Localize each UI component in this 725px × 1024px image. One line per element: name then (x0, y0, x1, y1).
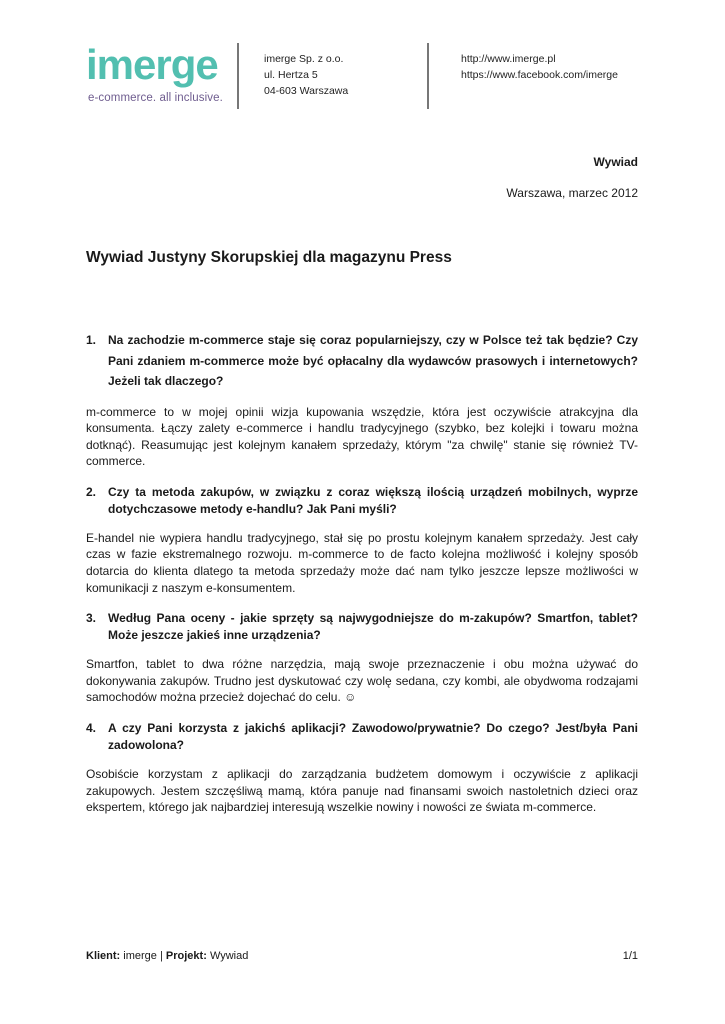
page-footer (86, 950, 638, 962)
place-date: Warszawa, marzec 2012 (506, 186, 638, 200)
facebook-link[interactable]: https://www.facebook.com/imerge (461, 69, 618, 81)
question-text: Na zachodzie m-commerce staje się coraz popularniejszy, czy w Polsce też tak będzie? Czy Pani zdaniem m-commerce może być opłacalny dla wydawców prasowych i internetowych? Jeżeli tak dlaczego? (108, 333, 638, 388)
question-number: 1. (86, 333, 97, 347)
question-2 (86, 484, 638, 518)
answer-1: m-commerce to w mojej opinii wizja kupowania wszędzie, która jest oczywiście atrakcyjna dla konsumenta. Łączy zalety e-commerce i handlu tradycyjnego (szybko, bez kolejki i towaru można dotknąć). Reasumując jest kolejnym kanałem sprzedaży, którym "za chwilę" stanie się również TV-commerce. (86, 404, 638, 469)
company-address (264, 51, 348, 99)
logo-tagline: e-commerce. all inclusive. (88, 92, 223, 104)
address-line: 04-603 Warszawa (264, 85, 349, 97)
header-divider (237, 43, 239, 109)
client-value: imerge (123, 950, 157, 962)
company-logo (86, 40, 231, 110)
question-1 (86, 330, 638, 392)
question-text: Według Pana oceny - jakie sprzęty są najwygodniejsze do m-zakupów? Smartfon, tablet? Może jeszcze jakieś inne urządzenia? (108, 611, 638, 643)
question-text: Czy ta metoda zakupów, w związku z coraz większą ilością urządzeń mobilnych, wyprze dotychczasowe metody e-handlu? Jak Pani myśli? (108, 484, 638, 516)
project-value: Wywiad (209, 950, 249, 962)
company-links (461, 51, 618, 83)
document-type: Wywiad (593, 155, 638, 169)
question-4 (86, 720, 638, 754)
question-3 (86, 610, 638, 644)
client-label: Klient: (86, 950, 121, 962)
page-number: 1/1 (622, 950, 638, 962)
footer-info (86, 950, 248, 962)
question-number: 3. (86, 611, 97, 626)
address-line: ul. Hertza 5 (264, 69, 318, 81)
header-divider (427, 43, 429, 109)
website-link[interactable]: http://www.imerge.pl (461, 53, 556, 65)
page-title: Wywiad Justyny Skorupskiej dla magazynu Press (86, 249, 452, 266)
project-label: Projekt: (165, 950, 207, 962)
answer-4: Osobiście korzystam z aplikacji do zarządzania budżetem domowym i oczywiście z aplikacji zakupowych. Jestem szczęśliwą mamą, która panuje nad finansami swoich nastoletnich dzieci oraz ekspertem, którego jak najbardziej interesują wszelkie nowiny i nowości ze świata m-commerce. (86, 767, 638, 815)
answer-2: E-handel nie wypiera handlu tradycyjnego, stał się po prostu kolejnym kanałem sprzedaży. Jest cały czas w fazie ekstremalnego rozwoju. m-commerce to de facto kolejna możliwość i kolejny sposób dotarcia do klienta dlatego ta metoda sprzedaży może dać nam tylko jeszcze lepsze możliwości w komunikacji z naszym e-konsumentem. (86, 530, 638, 595)
address-line: imerge Sp. z o.o. (264, 53, 344, 65)
answer-3: Smartfon, tablet to dwa różne narzędzia, mają swoje przeznaczenie i obu można używać do dokonywania zakupów. Trudno jest dyskutować czy wolę sedana, czy kombi, ale obydwoma rodzajami samochodów można przecież dojechać do celu. ☺ (86, 657, 638, 705)
question-number: 4. (86, 721, 97, 736)
question-text: A czy Pani korzysta z jakichś aplikacji? Zawodowo/prywatnie? Do czego? Jest/była Pani zadowolona? (108, 721, 638, 753)
logo-wordmark: imerge (86, 41, 218, 88)
footer-separator: | (159, 950, 163, 962)
question-number: 2. (86, 484, 97, 499)
interview-body (86, 330, 638, 830)
